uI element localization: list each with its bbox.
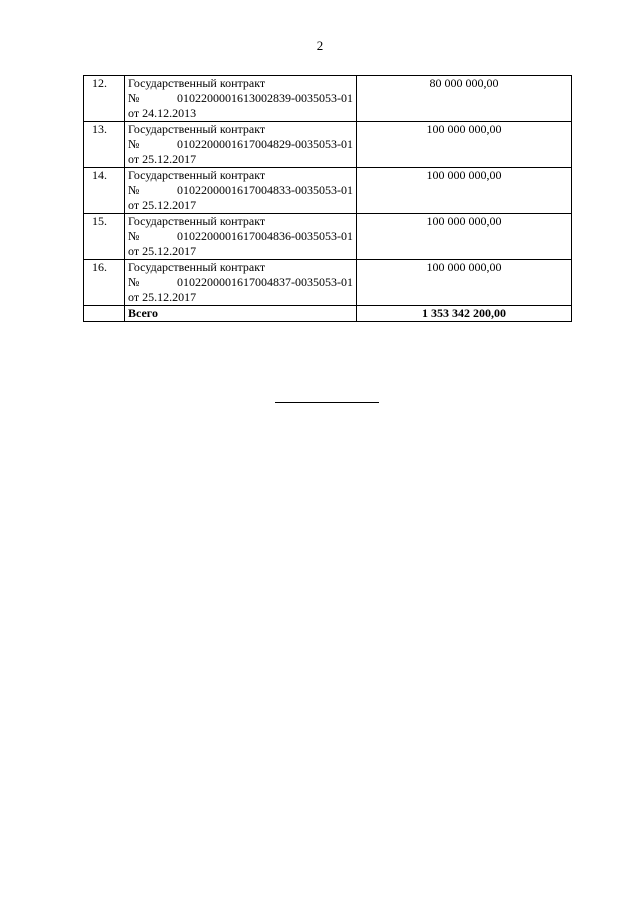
page-number: 2 [316,38,324,53]
table-row [84,76,572,122]
number-sign: № [128,275,140,289]
contract-number: 0102200001617004833-0035053-01 [177,183,353,197]
contract-date: от 25.12.2017 [128,198,197,212]
contract-number: 0102200001617004836-0035053-01 [177,229,353,243]
contract-number-line [128,91,353,106]
contract-title: Государственный контракт [128,76,266,90]
contract-title: Государственный контракт [128,260,266,274]
total-amount: 1 353 342 200,00 [357,306,572,322]
contract-description [125,76,357,122]
row-number: 16. [84,260,125,306]
total-row [84,306,572,322]
row-number: 15. [84,214,125,260]
contract-amount: 100 000 000,00 [357,168,572,214]
table-row [84,214,572,260]
contract-title: Государственный контракт [128,168,266,182]
contract-description [125,122,357,168]
number-sign: № [128,137,140,151]
total-label: Всего [125,306,357,322]
contract-date: от 24.12.2013 [128,106,197,120]
contract-amount: 100 000 000,00 [357,260,572,306]
contract-number: 0102200001617004837-0035053-01 [177,275,353,289]
total-row-number [84,306,125,322]
contract-description [125,260,357,306]
table-row [84,260,572,306]
contract-number: 0102200001617004829-0035053-01 [177,137,353,151]
contracts-table [83,75,572,322]
contract-number-line [128,183,353,198]
contract-date: от 25.12.2017 [128,244,197,258]
contract-amount: 100 000 000,00 [357,214,572,260]
number-sign: № [128,91,140,105]
row-number: 13. [84,122,125,168]
contract-title: Государственный контракт [128,214,266,228]
contract-amount: 100 000 000,00 [357,122,572,168]
contract-number-line [128,137,353,152]
contract-title: Государственный контракт [128,122,266,136]
row-number: 14. [84,168,125,214]
contract-amount: 80 000 000,00 [357,76,572,122]
contract-date: от 25.12.2017 [128,152,197,166]
number-sign: № [128,229,140,243]
contract-number-line [128,229,353,244]
contract-description [125,214,357,260]
end-divider [275,402,379,403]
contract-date: от 25.12.2017 [128,290,197,304]
number-sign: № [128,183,140,197]
contract-number: 0102200001613002839-0035053-01 [177,91,353,105]
table-row [84,122,572,168]
contract-number-line [128,275,353,290]
row-number: 12. [84,76,125,122]
contract-description [125,168,357,214]
table-row [84,168,572,214]
